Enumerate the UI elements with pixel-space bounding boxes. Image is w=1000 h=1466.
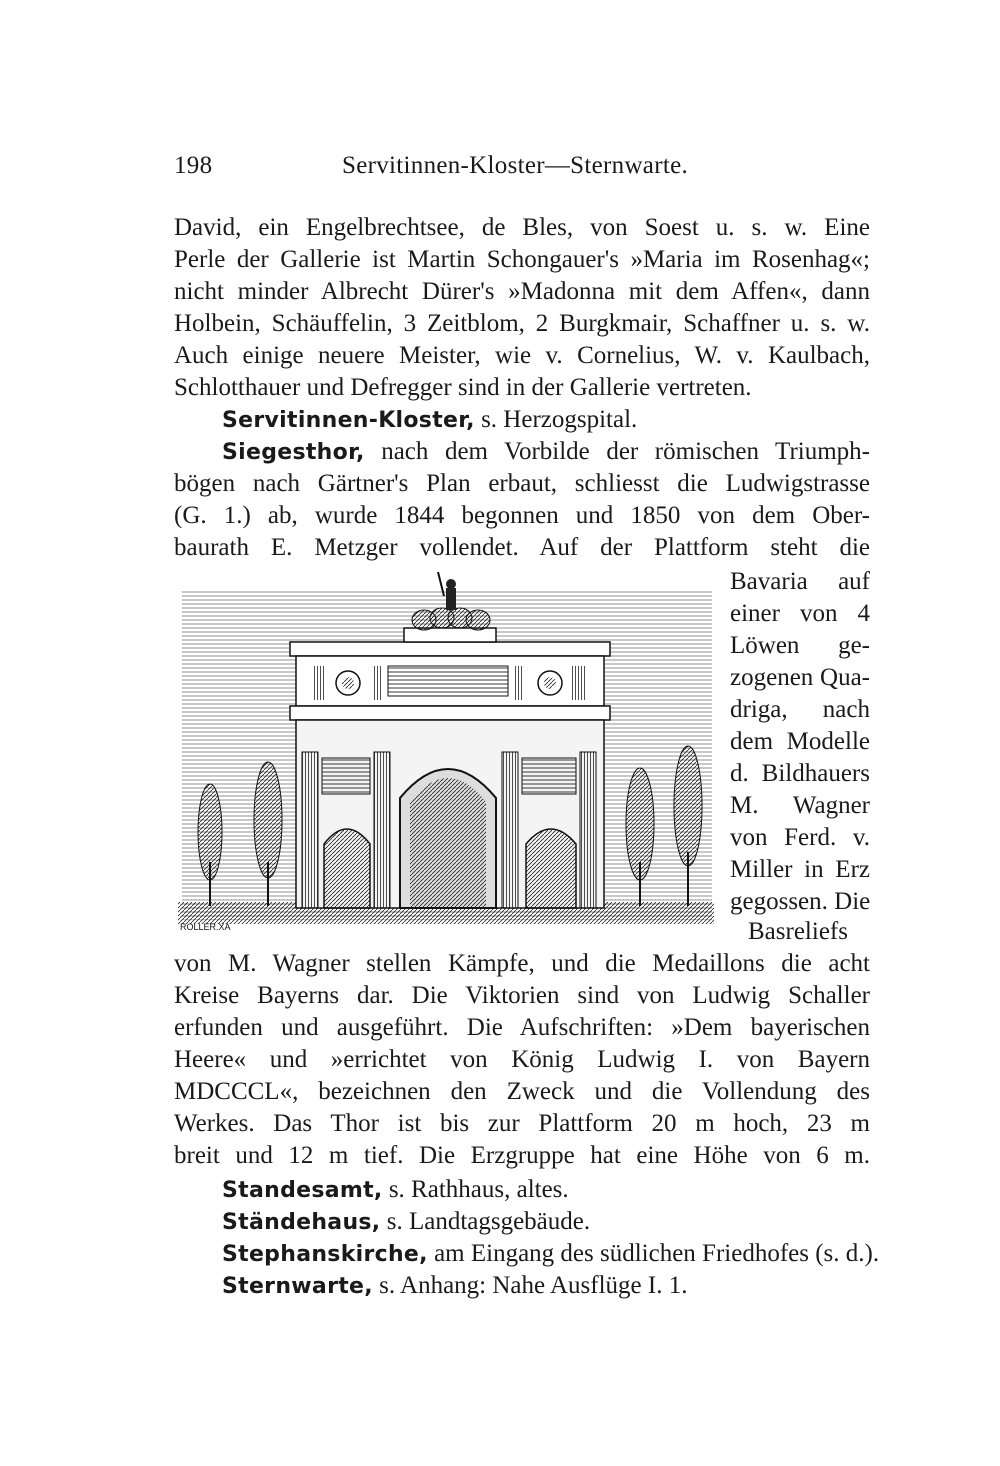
entry-text: s. Anhang: Nahe Ausflüge I. 1.	[372, 1272, 688, 1299]
entry-staendehaus	[222, 1206, 870, 1239]
side-text-line: von Ferd. v.	[730, 824, 870, 851]
side-text-line: driga, nach	[730, 696, 870, 723]
text-line: nicht minder Albrecht Dürer's »Madonna mit dem Affen«, dann	[174, 278, 870, 305]
text-line: Perle der Gallerie ist Martin Schongauer's »Maria im Rosenhag«;	[174, 246, 870, 273]
side-text-line: gegossen. Die	[730, 888, 871, 915]
entry-siegesthor	[222, 436, 870, 469]
entry-keyword: Stephanskirche,	[222, 1242, 428, 1267]
illustration-signature: ROLLER.XA	[180, 922, 231, 932]
side-text-line: d. Bildhauers	[730, 760, 870, 787]
siegestor-illustration	[172, 562, 720, 942]
text-line: Werkes. Das Thor ist bis zur Plattform 20 m hoch, 23 m	[174, 1110, 870, 1137]
entry-standesamt	[222, 1174, 870, 1207]
text-line: Schlotthauer und Defregger sind in der Gallerie vertreten.	[174, 374, 752, 401]
entry-keyword: Ständehaus,	[222, 1210, 381, 1235]
entry-text: s. Herzogspital.	[474, 406, 638, 433]
side-text-line: Basreliefs	[748, 918, 848, 945]
entry-text: s. Rathhaus, altes.	[382, 1176, 569, 1203]
text-line: baurath E. Metzger vollendet. Auf der Plattform steht die	[174, 534, 870, 561]
running-title: Servitinnen-Kloster—Sternwarte.	[342, 152, 689, 179]
text-line: (G. 1.) ab, wurde 1844 begonnen und 1850 von dem Ober-	[174, 502, 870, 529]
side-text-line: dem Modelle	[730, 728, 870, 755]
entry-stephanskirche	[222, 1238, 880, 1271]
entry-text: nach dem Vorbilde der römischen Triumph-	[364, 438, 870, 465]
page-number: 198	[174, 152, 213, 179]
side-text-line: Löwen ge-	[730, 632, 870, 659]
text-line: MDCCCL«, bezeichnen den Zweck und die Vollendung des	[174, 1078, 870, 1105]
side-text-line: zogenen Qua-	[730, 664, 870, 691]
text-line: bögen nach Gärtner's Plan erbaut, schliesst die Ludwigstrasse	[174, 470, 870, 497]
text-line: Holbein, Schäuffelin, 3 Zeitblom, 2 Burgkmair, Schaffner u. s. w.	[174, 310, 870, 337]
entry-text: s. Landtagsgebäude.	[380, 1208, 591, 1235]
entry-keyword: Siegesthor,	[222, 440, 365, 465]
entry-servitinnen	[222, 404, 870, 437]
page-header	[174, 152, 870, 188]
triumphal-arch	[290, 642, 610, 908]
side-text-line: Miller in Erz	[730, 856, 870, 883]
text-line: Auch einige neuere Meister, wie v. Cornelius, W. v. Kaulbach,	[174, 342, 870, 369]
side-text-line: M. Wagner	[730, 792, 870, 819]
entry-keyword: Servitinnen-Kloster,	[222, 408, 475, 433]
text-line: erfunden und ausgeführt. Die Aufschriften: »Dem bayerischen	[174, 1014, 870, 1041]
text-line: Kreise Bayerns dar. Die Viktorien sind von Ludwig Schaller	[174, 982, 870, 1009]
entry-sternwarte	[222, 1270, 870, 1303]
side-text-line: einer von 4	[730, 600, 870, 627]
text-line: Heere« und »errichtet von König Ludwig I. von Bayern	[174, 1046, 870, 1073]
entry-keyword: Standesamt,	[222, 1178, 383, 1203]
entry-keyword: Sternwarte,	[222, 1274, 373, 1299]
entry-text: am Eingang des südlichen Friedhofes (s. d.).	[427, 1240, 880, 1267]
text-line: von M. Wagner stellen Kämpfe, und die Medaillons die acht	[174, 950, 870, 977]
side-text-line: Bavaria auf	[730, 568, 870, 595]
text-line: breit und 12 m tief. Die Erzgruppe hat eine Höhe von 6 m.	[174, 1142, 870, 1169]
text-line: David, ein Engelbrechtsee, de Bles, von Soest u. s. w. Eine	[174, 214, 870, 241]
